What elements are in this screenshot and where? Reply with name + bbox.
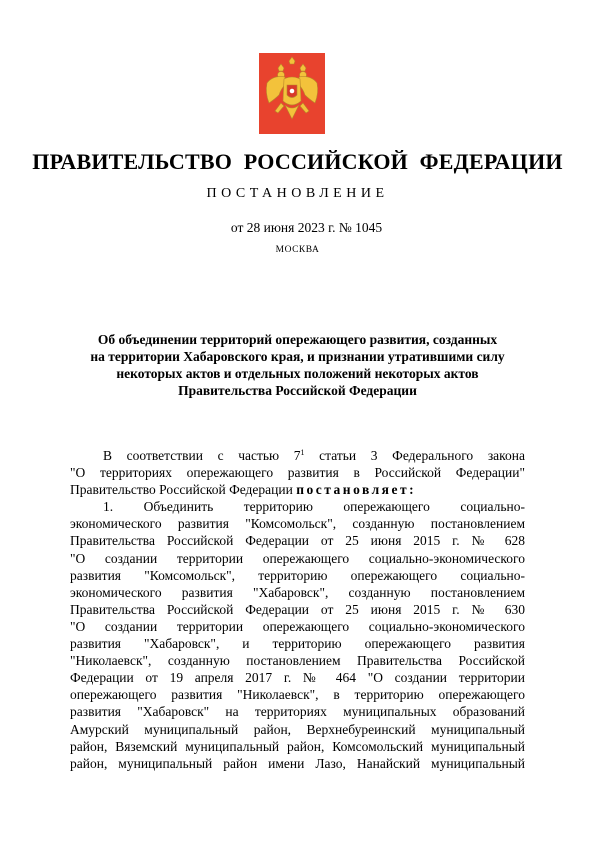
paragraph-line: экономического развития "Хабаровск", созданную постановлением xyxy=(70,584,525,600)
paragraph-line: Правительства Российской Федерации от 25 июня 2015 г. № 630 xyxy=(70,601,525,617)
document-type: ПОСТАНОВЛЕНИЕ xyxy=(206,186,389,201)
paragraph-line: экономического развития "Комсомольск", созданную постановлением xyxy=(70,516,525,532)
document-subject xyxy=(60,331,535,399)
document-body xyxy=(70,447,525,772)
government-title: ПРАВИТЕЛЬСТВО РОССИЙСКОЙ ФЕДЕРАЦИИ xyxy=(32,149,563,174)
subject-line: на территории Хабаровского края, и признании утратившими силу xyxy=(90,349,505,364)
paragraph-line: район, Вяземский муниципальный район, Комсомольский муниципальный xyxy=(70,738,525,754)
paragraph-line: развития "Хабаровск", и территорию опережающего развития xyxy=(70,636,525,652)
preamble-line: В соответствии с частью $7^1$ статьи 3 Федерального закона xyxy=(103,448,525,463)
document-city: МОСКВА xyxy=(275,245,320,255)
paragraph-line: "О создании территории опережающего социально-экономического xyxy=(70,618,525,634)
subject-line: Правительства Российской Федерации xyxy=(178,383,417,398)
document-date-number: от 28 июня 2023 г. № 1045 xyxy=(230,220,383,235)
subject-line: Об объединении территорий опережающего развития, созданных xyxy=(97,332,498,347)
paragraph-line: "Николаевск", созданную постановлением Правительства Российской xyxy=(70,653,525,669)
preamble-line: "О территориях опережающего развития в Российской Федерации" xyxy=(70,465,525,481)
paragraph-line: развития "Комсомольск", территорию опережающего социально- xyxy=(70,567,525,583)
paragraph-line: Федерации от 19 апреля 2017 г. № 464 "О создании территории xyxy=(70,670,525,686)
paragraph-line: 1. Объединить территорию опережающего социально- xyxy=(103,499,525,515)
subject-line: некоторых актов и отдельных положений некоторых актов xyxy=(116,366,479,381)
paragraph-line: опережающего развития "Николаевск", в территорию опережающего xyxy=(70,687,525,703)
decree-keyword: постановляет: xyxy=(296,482,417,498)
preamble-line: Правительство Российской Федерации постановляет: xyxy=(70,482,417,498)
paragraph-line: "О создании территории опережающего социально-экономического xyxy=(70,550,525,566)
double-headed-eagle-icon xyxy=(259,53,325,134)
coat-of-arms-emblem xyxy=(259,53,325,134)
paragraph-line: развития "Хабаровск" на территориях муниципальных образований xyxy=(70,704,525,720)
paragraph-line: Правительства Российской Федерации от 25 июня 2015 г. № 628 xyxy=(70,533,525,549)
paragraph-line: Амурский муниципальный район, Верхнебуреинский муниципальный xyxy=(70,721,525,737)
superscript: 1 xyxy=(300,448,305,457)
paragraph-line: район, муниципальный район имени Лазо, Нанайский муниципальный xyxy=(70,755,525,771)
